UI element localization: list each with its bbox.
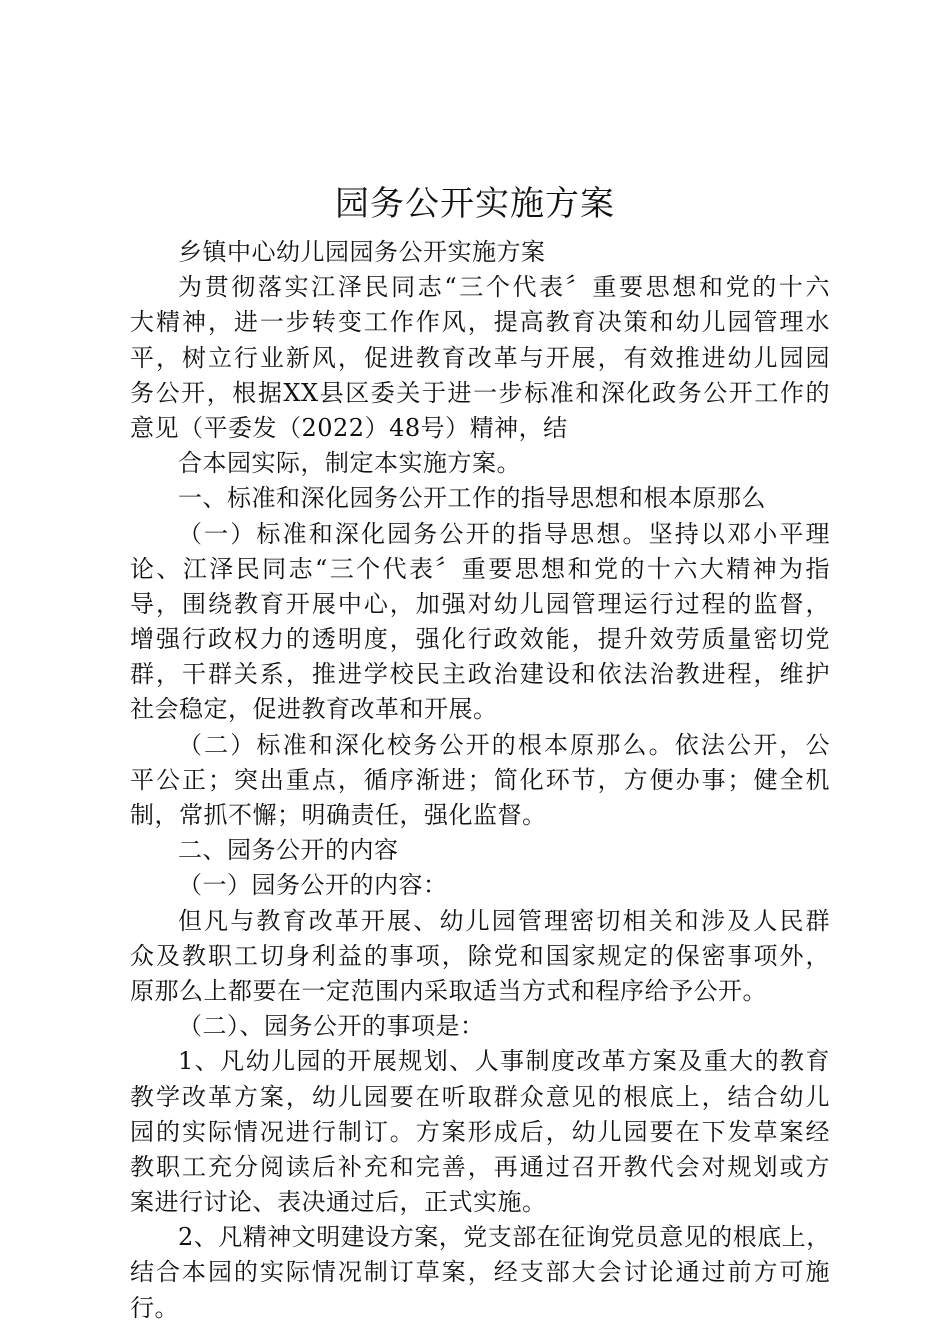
text-line: （二）标准和深化校务公开的根本原那么。依法公开，公 [178,730,830,759]
text-line: 二、园务公开的内容 [178,836,399,865]
text-line: 原那么上都要在一定范围内采取适当方式和程序给予公开。 [130,976,767,1005]
text-line: 为贯彻落实江泽民同志“三个代表〞重要思想和党的十六 [178,273,830,302]
text-line: （一）标准和深化园务公开的指导思想。坚持以邓小平理 [178,519,830,548]
text-line: 大精神，进一步转变工作作风，提高教育决策和幼儿园管理水 [130,308,830,337]
text-line: 教职工充分阅读后补充和完善，再通过召开教代会对规划或方 [130,1152,830,1181]
text-line: 结合本园的实际情况制订草案，经支部大会讨论通过前方可施 [130,1258,830,1287]
text-line: 制，常抓不懈；明确责任，强化监督。 [130,801,547,829]
text-line: （一）园务公开的内容： [178,871,448,900]
text-line: 众及教职工切身利益的事项，除党和国家规定的保密事项外， [130,941,830,970]
text-line: 乡镇中心幼儿园园务公开实施方案 [178,238,546,266]
text-line: 但凡与教育改革开展、幼儿园管理密切相关和涉及人民群 [178,906,830,935]
text-line: 案进行讨论、表决通过后，正式实施。 [130,1188,547,1217]
text-line: 行。 [130,1293,179,1322]
text-line: 群，干群关系，推进学校民主政治建设和依法治教进程，维护 [130,660,830,689]
text-line: 平，树立行业新风，促进教育改革与开展，有效推进幼儿园园 [130,343,830,372]
document-body [130,235,830,1326]
text-line: 2、凡精神文明建设方案，党支部在征询党员意见的根底上， [178,1223,831,1252]
text-line: 一、标准和深化园务公开工作的指导思想和根本原那么 [178,484,766,513]
text-line: 平公正；突出重点，循序渐进；简化环节，方便办事；健全机 [130,765,830,794]
text-line: 社会稳定，促进教育改革和开展。 [130,695,498,724]
text-line: 合本园实际，制定本实施方案。 [178,449,521,478]
text-line: （二）、园务公开的事项是： [178,1012,485,1041]
text-line: 导，围绕教育开展中心，加强对幼儿园管理运行过程的监督， [130,589,830,618]
text-line: 意见（平委发（2022）48号）精神，结 [130,413,568,442]
text-line: 园的实际情况进行制订。方案形成后，幼儿园要在下发草案经 [130,1117,830,1146]
document-title: 园务公开实施方案 [335,184,615,224]
text-line: 务公开，根据XX县区委关于进一步标准和深化政务公开工作的 [130,378,830,407]
text-line: 教学改革方案，幼儿园要在听取群众意见的根底上，结合幼儿 [130,1082,830,1111]
text-line: 增强行政权力的透明度，强化行政效能，提升效劳质量密切党 [130,625,830,654]
text-line: 论、江泽民同志“三个代表〞重要思想和党的十六大精神为指 [130,554,830,583]
text-line: 1、凡幼儿园的开展规划、人事制度改革方案及重大的教育 [178,1047,830,1076]
